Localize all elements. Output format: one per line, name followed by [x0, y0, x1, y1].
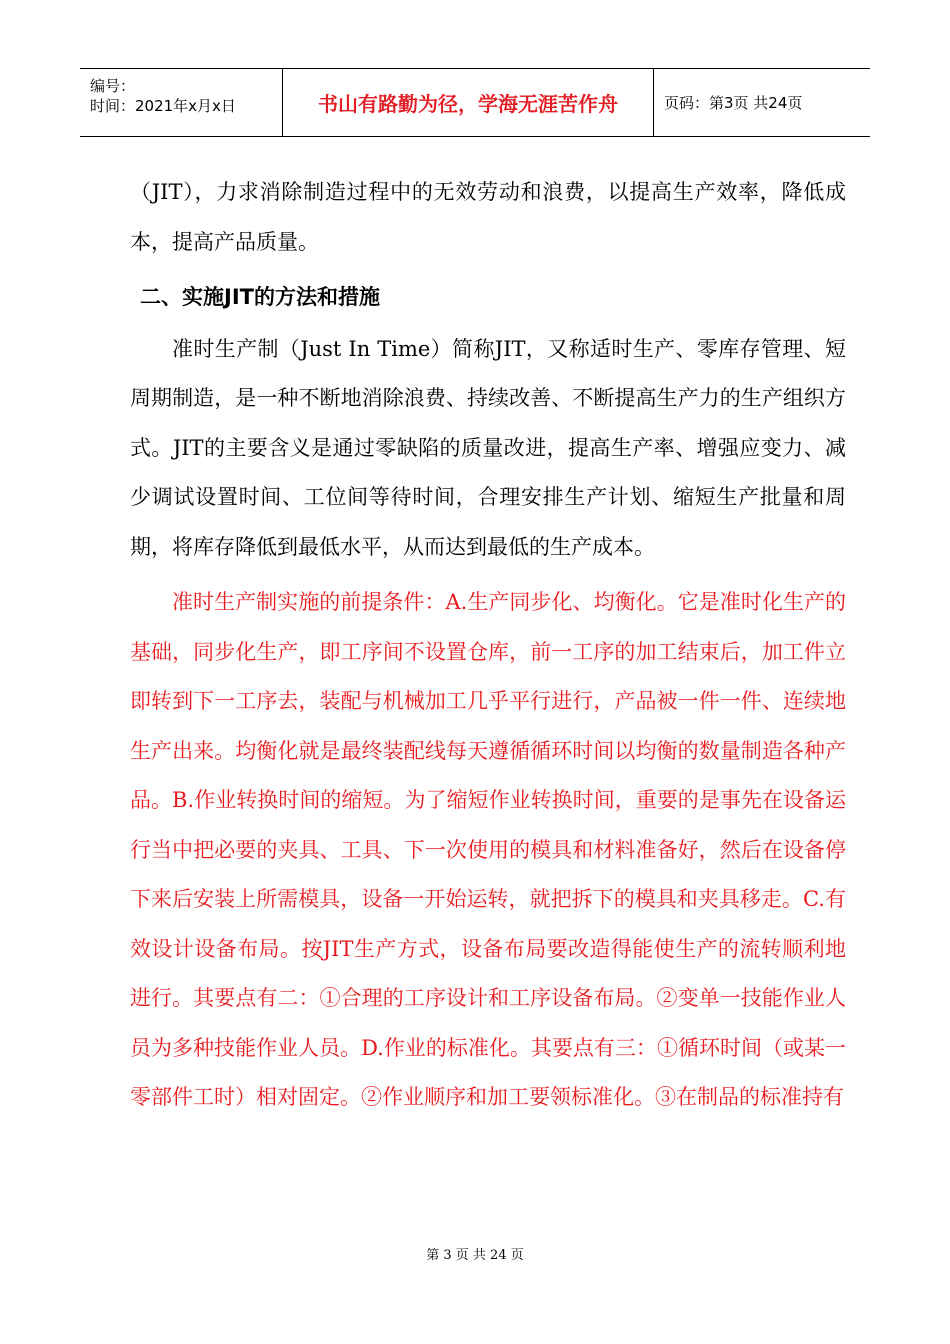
header-divider — [653, 69, 654, 136]
body-paragraph: （JIT），力求消除制造过程中的无效劳动和浪费，以提高生产效率，降低成本，提高产品质量。 — [130, 180, 846, 254]
highlighted-paragraph: 准时生产制实施的前提条件：A.生产同步化、均衡化。它是准时化生产的基础，同步化生产，即工序间不设置仓库，前一工序的加工结束后，加工件立即转到下一工序去，装配与机械加工几乎平行进行，产品被一件一件、连续地生产出来。均衡化就是最终装配线每天遵循循环时间以均衡的数量制造各种产品。B.作业转换时间的缩短。为了缩短作业转换时间，重要的是事先在设备运行当中把必要的夹具、工具、下一次使用的模具和材料准备好，然后在设备停下来后安装上所需模具，设备一开始运转，就把拆下的模具和夹具移走。C.有效设计设备布局。按JIT生产方式，设备布局要改造得能使生产的流转顺利地进行。其要点有二：①合理的工序设计和工序设备布局。②变单一技能作业人员为多种技能作业人员。D.作业的标准化。其要点有三：①循环时间（或某一零部件工时）相对固定。②作业顺序和加工要领标准化。③在制品的标准持有 — [130, 590, 846, 1109]
document-body — [130, 168, 846, 1123]
document-header — [80, 68, 870, 137]
header-page-info: 页码：第3页 共24页 — [664, 94, 803, 112]
header-motto: 书山有路勤为径，学海无涯苦作舟 — [318, 92, 618, 116]
document-date-label: 时间：2021年x月x日 — [90, 97, 236, 115]
header-meta-cell — [80, 69, 280, 136]
section-heading: 二、实施JIT的方法和措施 — [140, 285, 380, 309]
page-footer: 第 3 页 共 24 页 — [426, 1248, 524, 1263]
body-paragraph: 准时生产制（Just In Time）简称JIT，又称适时生产、零库存管理、短周期制造，是一种不断地消除浪费、持续改善、不断提高生产力的生产组织方式。JIT的主要含义是通过零缺陷的质量改进，提高生产率、增强应变力、减少调试设置时间、工位间等待时间，合理安排生产计划、缩短生产批量和周期，将库存降低到最低水平，从而达到最低的生产成本。 — [130, 336, 846, 559]
document-number-label: 编号： — [90, 77, 136, 95]
